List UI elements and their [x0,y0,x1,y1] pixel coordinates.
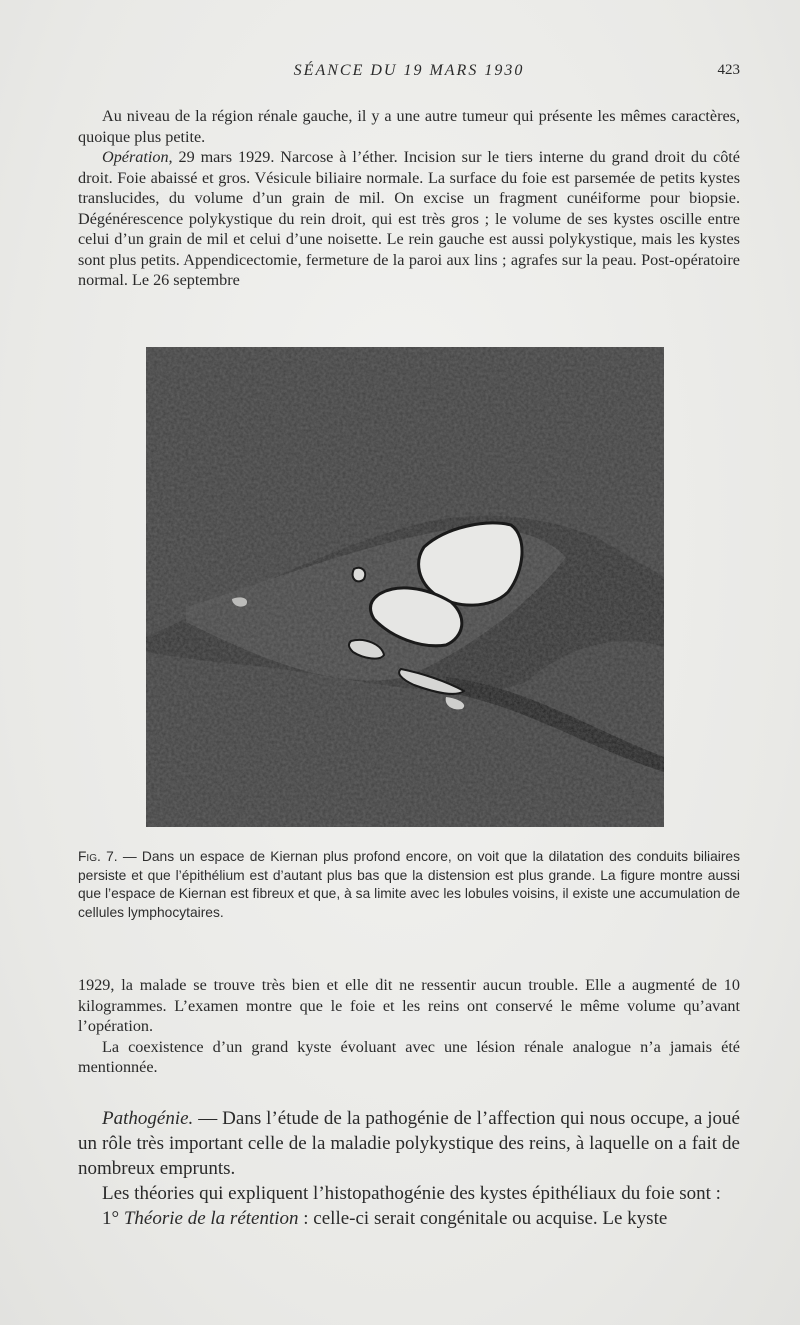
page-number: 423 [717,62,740,78]
text-block-bottom [78,1106,740,1231]
paragraph [78,1206,740,1231]
paragraph-text: Les théories qui expliquent l’histopathogénie des kystes épithéliaux du foie sont : [102,1183,721,1204]
paragraph-text: 1929, la malade se trouve très bien et elle dit ne ressentir aucun trouble. Elle a augmenté de 10 kilogrammes. L’examen montre que le foie et les reins ont conservé le même volume qu’avant l’opération. [78,976,740,1035]
figure-label: Fig. 7. [78,849,118,864]
running-header [78,62,740,84]
paragraph-text: — Dans l’étude de la pathogénie de l’affection qui nous occupe, a joué un rôle très important celle de la maladie polykystique des reins, à laquelle on a fait de nombreux emprunts. [78,1108,740,1179]
text-block-top [78,106,740,291]
header-title: SÉANCE DU 19 MARS 1930 [293,62,525,79]
paragraph [78,1037,740,1078]
paragraph [78,106,740,147]
paragraph-text: La coexistence d’un grand kyste évoluant avec une lésion rénale analogue n’a jamais été mentionnée. [78,1037,740,1076]
paragraph-text: 29 mars 1929. Narcose à l’éther. Incision sur le tiers interne du grand droit du côté droit. Foie abaissé et gros. Vésicule biliaire normale. La surface du foie est parsemée de petits kystes translucides, du volume d’un grain de mil. On excise un fragment cunéiforme pour biopsie. Dégénérescence polykystique du rein droit, qui est très gros ; le volume de ses kystes oscille entre celui d’un grain de mil et celui d’une noisette. Le rein gauche est aussi polykystique, mais les kystes sont plus petits. Appendicectomie, fermeture de la paroi aux lins ; agrafes sur la peau. Post-opératoire normal. Le 26 septembre [78,148,740,289]
list-number: 1° [102,1208,120,1229]
paragraph [78,975,740,1037]
paragraph-lead: Opération, [102,148,173,166]
paragraph-text: : celle-ci serait congénitale ou acquise. Le kyste [298,1208,668,1229]
paragraph [78,1181,740,1206]
paragraph [78,147,740,291]
paragraph [78,1106,740,1181]
figure-caption [78,848,740,922]
micrograph-figure [146,347,664,827]
theory-title: Théorie de la rétention [123,1208,299,1229]
paragraph-text: Au niveau de la région rénale gauche, il y a une autre tumeur qui présente les mêmes caractères, quoique plus petite. [78,107,740,146]
figure-caption-text: — Dans un espace de Kiernan plus profond encore, on voit que la dilatation des conduits biliaires persiste et que l’épithélium est d’autant plus bas que la distension est plus grande. La figure montre aussi que l’espace de Kiernan est fibreux et que, à sa limite avec les lobules voisins, il existe une accumulation de cellules lymphocytaires. [78,849,740,920]
text-block-middle [78,975,740,1078]
section-heading: Pathogénie. [102,1108,194,1129]
micrograph-image [146,347,664,827]
